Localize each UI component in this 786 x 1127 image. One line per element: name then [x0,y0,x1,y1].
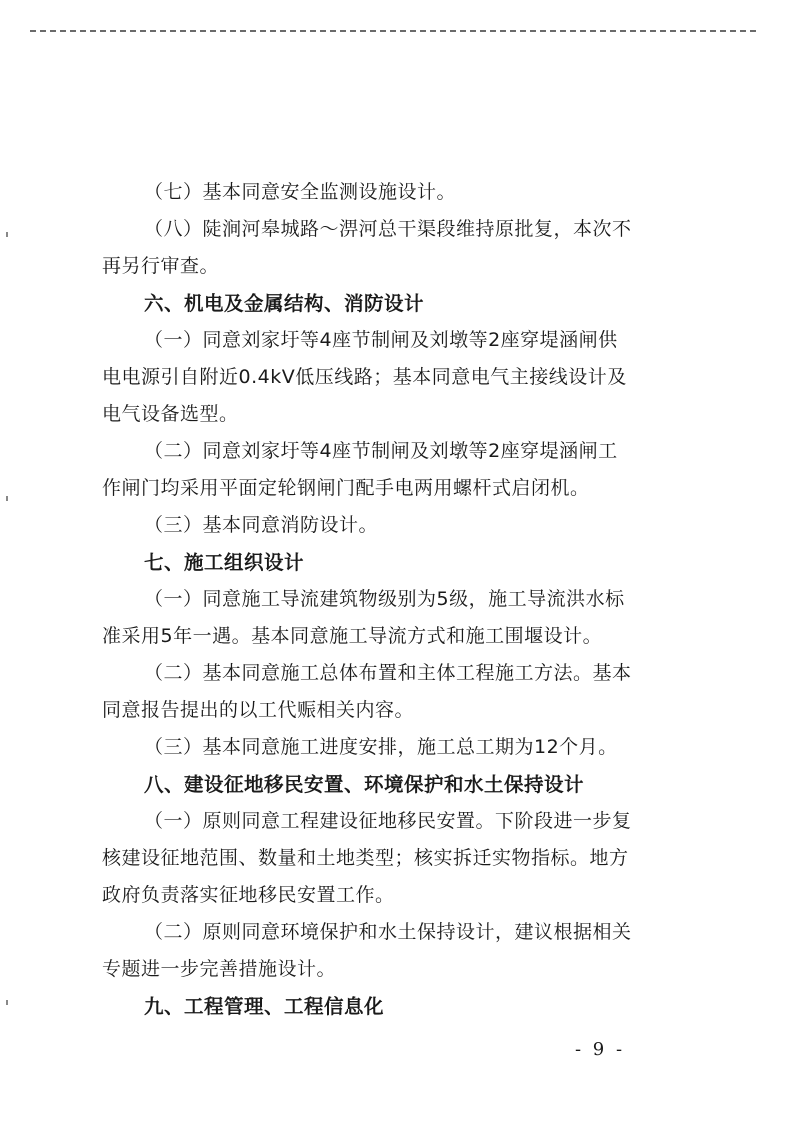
paragraph-line: （二）基本同意施工总体布置和主体工程施工方法。基本 [144,662,632,684]
paragraph-line: （一）原则同意工程建设征地移民安置。下阶段进一步复 [144,810,632,832]
top-scan-rule [30,30,756,32]
section-heading: 九、工程管理、工程信息化 [144,995,385,1018]
paragraph-line: （二）同意刘家圩等4座节制闸及刘墩等2座穿堤涵闸工 [144,440,618,462]
margin-mark [6,232,8,237]
paragraph-line: 再另行审查。 [102,255,220,277]
paragraph-line: （八）陡涧河皋城路～淠河总干渠段维持原批复，本次不 [144,218,632,240]
section-heading: 六、机电及金属结构、消防设计 [144,292,425,315]
paragraph-line: （二）原则同意环境保护和水土保持设计，建议根据相关 [144,921,632,943]
paragraph-line: 电气设备选型。 [102,403,239,425]
paragraph-line: （一）同意施工导流建筑物级别为5级，施工导流洪水标 [144,588,625,610]
margin-mark [6,1000,8,1005]
section-heading: 八、建设征地移民安置、环境保护和水土保持设计 [144,773,585,796]
paragraph-line: （三）基本同意消防设计。 [144,514,379,536]
paragraph-line: （七）基本同意安全监测设施设计。 [144,181,457,203]
paragraph-line: 专题进一步完善措施设计。 [102,958,337,980]
paragraph-line: （三）基本同意施工进度安排，施工总工期为12个月。 [144,736,618,758]
paragraph-line: 作闸门均采用平面定轮钢闸门配手电两用螺杆式启闭机。 [102,477,590,499]
section-heading: 七、施工组织设计 [144,551,305,574]
page-number: - 9 - [575,1039,626,1060]
paragraph-line: 电电源引自附近0.4kV低压线路；基本同意电气主接线设计及 [102,366,627,388]
document-body [102,174,642,1025]
paragraph-line: 准采用5年一遇。基本同意施工导流方式和施工围堰设计。 [102,625,603,647]
paragraph-line: 同意报告提出的以工代赈相关内容。 [102,699,415,721]
paragraph-line: 政府负责落实征地移民安置工作。 [102,884,395,906]
margin-mark [6,496,8,501]
paragraph-line: 核建设征地范围、数量和土地类型；核实拆迁实物指标。地方 [102,847,629,869]
paragraph-line: （一）同意刘家圩等4座节制闸及刘墩等2座穿堤涵闸供 [144,329,618,351]
